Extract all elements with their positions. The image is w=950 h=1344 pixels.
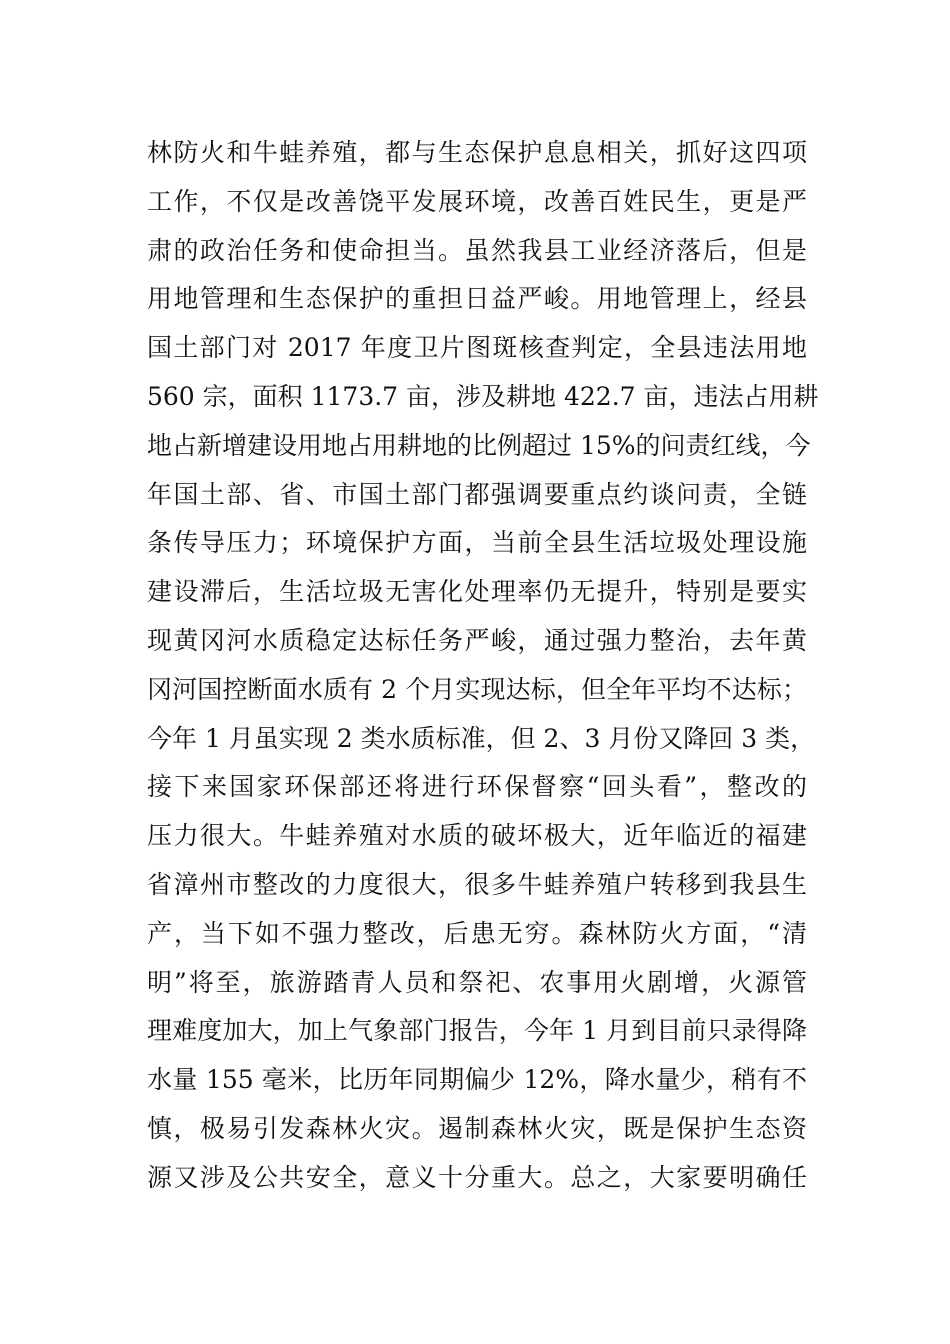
- text-line: 建设滞后，生活垃圾无害化处理率仍无提升，特别是要实: [147, 577, 807, 607]
- text-line: 冈河国控断面水质有 2 个月实现达标，但全年平均不达标；: [147, 674, 807, 704]
- text-line: 省漳州市整改的力度很大，很多牛蛙养殖户转移到我县生: [147, 869, 807, 899]
- text-line: 条传导压力；环境保护方面，当前全县生活垃圾处理设施: [147, 528, 807, 558]
- text-line: 地占新增建设用地占用耕地的比例超过 15%的问责红线，今: [147, 430, 811, 460]
- text-line: 明”将至，旅游踏青人员和祭祀、农事用火剧增，火源管: [147, 967, 807, 997]
- text-line: 年国土部、省、市国土部门都强调要重点约谈问责，全链: [147, 479, 807, 509]
- text-line: 产，当下如不强力整改，后患无穷。森林防火方面，“清: [147, 918, 807, 948]
- text-line: 现黄冈河水质稳定达标任务严峻，通过强力整治，去年黄: [147, 625, 807, 655]
- text-line: 水量 155 毫米，比历年同期偏少 12%，降水量少，稍有不: [147, 1065, 807, 1095]
- text-line: 工作，不仅是改善饶平发展环境，改善百姓民生，更是严: [147, 186, 807, 216]
- text-line: 源又涉及公共安全，意义十分重大。总之，大家要明确任: [147, 1162, 807, 1192]
- text-line: 今年 1 月虽实现 2 类水质标准，但 2、3 月份又降回 3 类，: [147, 723, 816, 753]
- text-line: 国土部门对 2017 年度卫片图斑核查判定，全县违法用地: [147, 333, 807, 363]
- body-paragraph: [147, 129, 819, 1203]
- text-line: 接下来国家环保部还将进行环保督察“回头看”，整改的: [147, 772, 807, 802]
- text-line: 用地管理和生态保护的重担日益严峻。用地管理上，经县: [147, 284, 807, 314]
- text-line: 肃的政治任务和使命担当。虽然我县工业经济落后，但是: [147, 235, 807, 265]
- text-line: 560 宗，面积 1173.7 亩，涉及耕地 422.7 亩，违法占用耕: [147, 381, 819, 411]
- text-line: 压力很大。牛蛙养殖对水质的破坏极大，近年临近的福建: [147, 821, 807, 851]
- text-line: 林防火和牛蛙养殖，都与生态保护息息相关，抓好这四项: [147, 138, 807, 167]
- text-line: 慎，极易引发森林火灾。遏制森林火灾，既是保护生态资: [147, 1113, 807, 1143]
- text-line: 理难度加大，加上气象部门报告，今年 1 月到目前只录得降: [147, 1016, 807, 1046]
